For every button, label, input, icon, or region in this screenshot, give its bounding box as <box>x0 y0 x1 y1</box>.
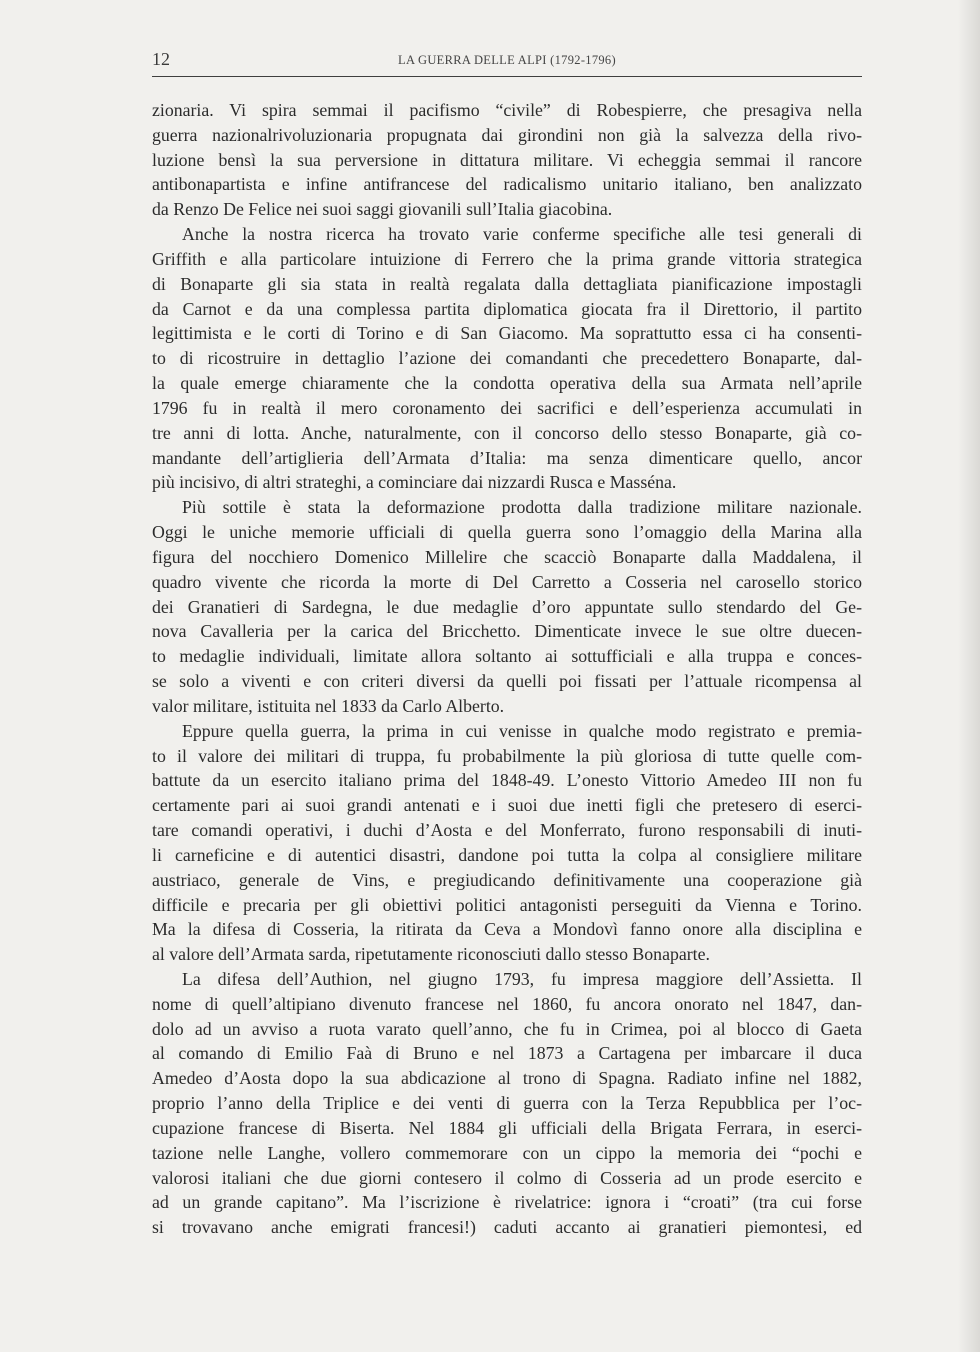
text-line: se solo a viventi e con criteri diversi da quelli poi fissati per l’attuale ricompensa al <box>152 671 862 692</box>
text-line: nome di quell’altipiano divenuto francese nel 1860, fu ancora onorato nel 1847, dan- <box>152 993 862 1014</box>
text-line: proprio l’anno della Triplice e dei venti di guerra con la Terza Repubblica per l’oc- <box>152 1093 862 1114</box>
text-line: di Bonaparte gli sia stata in realtà regalata dalla dettagliata pianificazione impostagli <box>152 273 862 294</box>
text-line: La difesa dell’Authion, nel giugno 1793, fu impresa maggiore dell’Assietta. Il <box>182 968 862 989</box>
text-line: battute da un esercito italiano prima del 1848-49. L’onesto Vittorio Amedeo III non fu <box>152 770 862 791</box>
text-line: Griffith e alla particolare intuizione di Ferrero che la prima grande vittoria strategica <box>152 248 862 269</box>
paragraph <box>152 495 862 718</box>
text-line: da Renzo De Felice nei suoi saggi giovanili sull’Italia giacobina. <box>152 199 613 220</box>
text-line: to di ricostruire in dettaglio l’azione dei comandanti che precedettero Bonaparte, dal- <box>152 348 862 369</box>
text-line: cupazione francese di Biserta. Nel 1884 gli ufficiali della Brigata Ferrara, in eserci- <box>152 1117 862 1138</box>
text-line: quadro vivente che ricorda la morte di Del Carretto a Cosseria nel carosello storico <box>152 571 862 592</box>
text-line: certamente pari ai suoi grandi antenati e i suoi due inetti figli che pretesero di eserci- <box>152 795 862 816</box>
paragraph <box>152 719 862 967</box>
text-line: dolo ad un avviso a ruota varato quell’anno, che fu in Crimea, poi al blocco di Gaeta <box>152 1018 862 1039</box>
text-line: Amedeo d’Aosta dopo la sua abdicazione al trono di Spagna. Radiato infine nel 1882, <box>152 1068 862 1089</box>
text-line: to medaglie individuali, limitate allora soltanto ai sottufficiali e alla truppa e conces- <box>152 646 862 667</box>
text-line: Più sottile è stata la deformazione prodotta dalla tradizione militare nazionale. <box>182 497 862 518</box>
running-title: LA GUERRA DELLE ALPI (1792-1796) <box>398 53 616 67</box>
text-line: to il valore dei militari di truppa, fu probabilmente la più gloriosa di tutte quelle com- <box>152 745 862 766</box>
text-line: figura del nocchiero Domenico Millelire che scacciò Bonaparte dalla Maddalena, il <box>152 546 862 567</box>
page-edge-shadow <box>958 0 980 1352</box>
running-header <box>152 48 862 70</box>
paragraph <box>152 967 862 1240</box>
header-rule <box>152 76 862 77</box>
text-line: guerra nazionalrivoluzionaria propugnata dai girondini non già la salvezza della rivo- <box>152 124 862 145</box>
text-line: Eppure quella guerra, la prima in cui venisse in qualche modo registrato e premia- <box>182 720 862 741</box>
text-line: da Carnot e da una complessa partita diplomatica giocata fra il Direttorio, il partito <box>152 298 862 319</box>
text-line: dei Granatieri di Sardegna, le due medaglie d’oro appuntate sullo stendardo del Ge- <box>152 596 862 617</box>
text-line: nova Cavalleria per la carica del Bricchetto. Dimenticate invece le sue oltre duecen- <box>152 621 862 642</box>
text-line: si trovavano anche emigrati francesi!) caduti accanto ai granatieri piemontesi, ed <box>152 1217 862 1238</box>
paragraph <box>152 222 862 495</box>
text-line: legittimista e le corti di Torino e di San Giacomo. Ma soprattutto essa ci ha consenti- <box>152 323 862 344</box>
text-line: la quale emerge chiaramente che la condotta operativa della sua Armata nell’aprile <box>152 373 862 394</box>
text-line: austriaco, generale de Vins, e pregiudicando definitivamente una cooperazione già <box>152 869 862 890</box>
text-line: difficile e precaria per gli obiettivi politici antagonisti perseguiti da Vienna e Torino. <box>152 894 862 915</box>
page-number: 12 <box>152 49 170 69</box>
text-line: valorosi italiani che due giorni contesero il colmo di Cosseria ad un prode esercito e <box>152 1167 862 1188</box>
text-line: al comando di Emilio Faà di Bruno e nel 1873 a Cartagena per imbarcare il duca <box>152 1043 862 1064</box>
text-line: zionaria. Vi spira semmai il pacifismo “civile” di Robespierre, che presagiva nella <box>152 100 862 120</box>
body-text <box>152 98 862 1240</box>
text-line: più incisivo, di altri strateghi, a cominciare dai nizzardi Rusca e Masséna. <box>152 472 677 493</box>
text-line: 1796 fu in realtà il mero coronamento dei sacrifici e dell’esperienza accumulati in <box>152 397 862 418</box>
text-line: luzione bensì la sua perversione in dittatura militare. Vi echeggia semmai il rancore <box>152 149 862 170</box>
text-line: tazione nelle Langhe, vollero commemorare con un cippo la memoria dei “pochi e <box>152 1142 862 1163</box>
text-line: Oggi le uniche memorie ufficiali di quella guerra sono l’omaggio della Marina alla <box>152 522 862 543</box>
text-line: antibonapartista e infine antifrancese del radicalismo unitario italiano, ben analizzato <box>152 174 862 195</box>
text-line: valor militare, istituita nel 1833 da Carlo Alberto. <box>152 695 505 716</box>
text-line: al valore dell’Armata sarda, ripetutamente riconosciuti dallo stesso Bonaparte. <box>152 944 710 965</box>
text-line: ad un grande capitano”. Ma l’iscrizione è rivelatrice: ignora i “croati” (tra cui forse <box>152 1192 862 1213</box>
paragraph <box>152 98 862 222</box>
text-line: tare comandi operativi, i duchi d’Aosta e del Monferrato, furono responsabili di inuti- <box>152 820 862 841</box>
text-line: mandante dell’artiglieria dell’Armata d’Italia: ma senza dimenticare quello, ancor <box>152 447 862 468</box>
text-line: Anche la nostra ricerca ha trovato varie conferme specifiche alle tesi generali di <box>182 224 862 245</box>
text-line: tre anni di lotta. Anche, naturalmente, con il concorso dello stesso Bonaparte, già co- <box>152 422 862 443</box>
text-line: li carneficine e di autentici disastri, dandone poi tutta la colpa al consigliere militare <box>152 844 862 865</box>
text-line: Ma la difesa di Cosseria, la ritirata da Ceva a Mondovì fanno onore alla disciplina e <box>152 919 862 940</box>
